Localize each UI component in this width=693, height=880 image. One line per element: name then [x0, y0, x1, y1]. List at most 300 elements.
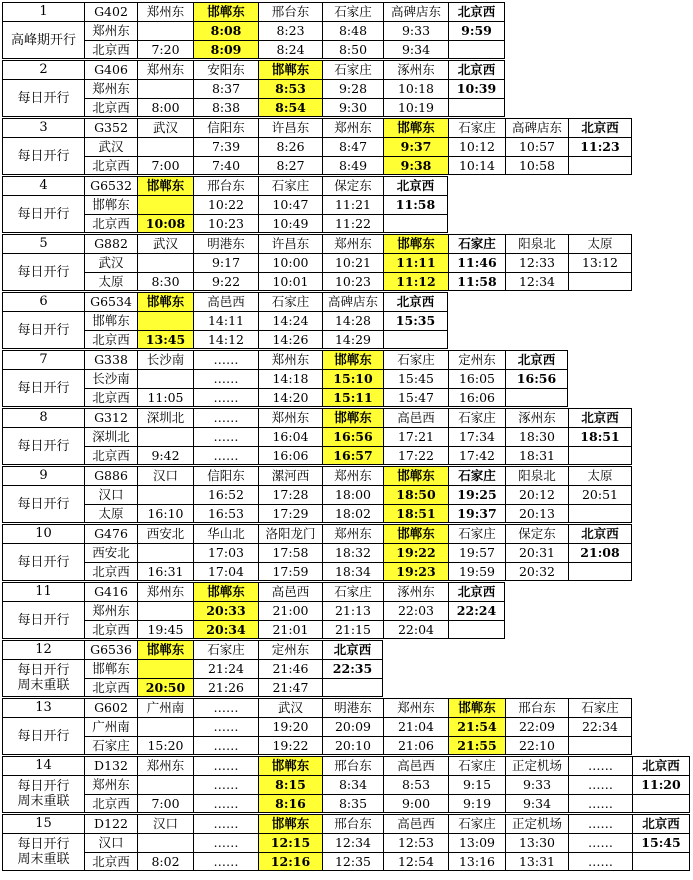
time-cell: ……	[193, 852, 258, 871]
time-cell: 9:22	[193, 272, 258, 291]
time-cell: 18:34	[322, 562, 383, 581]
time-cell: 8:00	[137, 98, 193, 117]
time-cell: 21:01	[258, 620, 322, 639]
time-cell	[322, 678, 383, 697]
time-cell: 22:10	[505, 736, 568, 755]
train-number: 14	[2, 756, 84, 775]
station-header: 明港东	[322, 698, 383, 717]
time-cell: 14:26	[258, 330, 322, 349]
time-cell: ……	[193, 427, 258, 446]
time-cell	[137, 137, 193, 156]
schedule-text: 每日开行	[17, 90, 70, 106]
time-cell: 7:00	[137, 794, 193, 813]
time-cell: 21:08	[568, 543, 632, 562]
time-cell: 13:09	[448, 833, 505, 852]
station-header: 高碑店东	[322, 292, 383, 311]
time-cell	[383, 330, 448, 349]
time-cell	[137, 485, 193, 504]
station-header: 邢台东	[505, 698, 568, 717]
time-cell: ……	[568, 794, 632, 813]
station-header: 邯郸东	[193, 2, 258, 21]
station-header: 邯郸东	[383, 118, 448, 137]
time-cell: 12:53	[383, 833, 448, 852]
time-cell: 19:25	[448, 485, 505, 504]
time-cell: 18:02	[322, 504, 383, 523]
time-cell: 8:26	[258, 137, 322, 156]
time-cell: 18:51	[383, 504, 448, 523]
time-cell: 7:20	[137, 40, 193, 59]
station-header: 涿州东	[505, 408, 568, 427]
time-cell: 11:46	[448, 253, 505, 272]
time-cell: 16:04	[258, 427, 322, 446]
time-cell: 8:50	[322, 40, 383, 59]
row-label: 郑州东	[84, 775, 137, 794]
time-cell: 21:54	[448, 717, 505, 736]
station-header: 阳泉北	[505, 466, 568, 485]
time-cell: 15:20	[137, 736, 193, 755]
time-cell: 15:47	[383, 388, 448, 407]
time-cell	[137, 369, 193, 388]
station-header: 郑州东	[137, 60, 193, 79]
time-cell: 13:30	[505, 833, 568, 852]
schedule-text: 每日开行	[17, 779, 70, 794]
time-cell: 11:58	[448, 272, 505, 291]
time-cell: 11:20	[632, 775, 690, 794]
time-cell: 22:34	[568, 717, 632, 736]
station-header: 邯郸东	[193, 582, 258, 601]
station-header: 郑州东	[322, 524, 383, 543]
schedule-note	[2, 427, 84, 465]
time-cell: 19:22	[383, 543, 448, 562]
time-cell: 17:59	[258, 562, 322, 581]
time-cell: 8:38	[193, 98, 258, 117]
time-cell	[137, 427, 193, 446]
station-header: 邯郸东	[383, 466, 448, 485]
train-block	[2, 118, 690, 174]
train-block	[2, 234, 690, 290]
time-cell: 21:46	[258, 659, 322, 678]
station-header: 郑州东	[383, 698, 448, 717]
train-code: G338	[84, 350, 137, 369]
train-block	[2, 698, 690, 754]
station-header: 石家庄	[448, 524, 505, 543]
schedule-text: 每日开行	[17, 380, 70, 396]
station-header: 北京西	[568, 408, 632, 427]
station-header: 深圳北	[137, 408, 193, 427]
station-header: 广州南	[137, 698, 193, 717]
time-cell	[568, 156, 632, 175]
station-header: 邯郸东	[322, 350, 383, 369]
station-header: 邯郸东	[258, 814, 322, 833]
station-header: ……	[193, 698, 258, 717]
time-cell: 8:09	[193, 40, 258, 59]
train-block	[2, 2, 690, 58]
station-header: ……	[193, 756, 258, 775]
time-cell: 12:34	[322, 833, 383, 852]
time-cell	[137, 21, 193, 40]
time-cell	[137, 79, 193, 98]
time-cell: ……	[193, 446, 258, 465]
time-cell: 11:22	[322, 214, 383, 233]
time-cell: 8:23	[258, 21, 322, 40]
time-cell: 20:31	[505, 543, 568, 562]
station-header: 西安北	[137, 524, 193, 543]
schedule-note	[2, 21, 84, 59]
row-label: 北京西	[84, 156, 137, 175]
time-cell	[568, 272, 632, 291]
time-cell: 22:09	[505, 717, 568, 736]
station-header: 石家庄	[322, 60, 383, 79]
station-header: 邯郸东	[137, 640, 193, 659]
station-header: 北京西	[322, 640, 383, 659]
station-header: 洛阳龙门	[258, 524, 322, 543]
station-header: 郑州东	[137, 582, 193, 601]
row-label: 广州南	[84, 717, 137, 736]
row-label: 郑州东	[84, 601, 137, 620]
station-header: 正定机场	[505, 756, 568, 775]
station-header: 郑州东	[258, 350, 322, 369]
train-block	[2, 640, 690, 696]
station-header: 信阳东	[193, 466, 258, 485]
station-header: 汉口	[137, 814, 193, 833]
time-cell	[505, 388, 568, 407]
train-timetable	[2, 2, 690, 872]
schedule-text: 周末重联	[17, 678, 70, 693]
time-cell: 9:30	[322, 98, 383, 117]
station-header: 郑州东	[137, 2, 193, 21]
time-cell: 10:00	[258, 253, 322, 272]
row-label: 邯郸东	[84, 659, 137, 678]
schedule-note	[2, 195, 84, 233]
time-cell	[568, 562, 632, 581]
station-header: 许昌东	[258, 118, 322, 137]
time-cell: 10:23	[322, 272, 383, 291]
row-label: 武汉	[84, 137, 137, 156]
station-header: 邯郸东	[258, 60, 322, 79]
time-cell: 21:06	[383, 736, 448, 755]
station-header: 石家庄	[258, 292, 322, 311]
row-label: 北京西	[84, 562, 137, 581]
train-code: G882	[84, 234, 137, 253]
time-cell: ……	[568, 833, 632, 852]
station-header: 邯郸东	[137, 176, 193, 195]
station-header: 邯郸东	[448, 698, 505, 717]
row-label: 汉口	[84, 833, 137, 852]
station-header: 保定东	[322, 176, 383, 195]
time-cell: 19:37	[448, 504, 505, 523]
train-code: G416	[84, 582, 137, 601]
train-code: G352	[84, 118, 137, 137]
station-header: 石家庄	[383, 350, 448, 369]
time-cell: 13:31	[505, 852, 568, 871]
schedule-text: 周末重联	[17, 794, 70, 809]
time-cell: 10:19	[383, 98, 448, 117]
time-cell: 9:00	[383, 794, 448, 813]
time-cell: 15:45	[632, 833, 690, 852]
time-cell	[632, 852, 690, 871]
train-block	[2, 176, 690, 232]
row-label: 北京西	[84, 620, 137, 639]
time-cell	[568, 504, 632, 523]
station-header: 郑州东	[322, 466, 383, 485]
time-cell: 17:34	[448, 427, 505, 446]
time-cell: 18:51	[568, 427, 632, 446]
station-header: 邢台东	[322, 814, 383, 833]
time-cell: 19:20	[258, 717, 322, 736]
train-code: G602	[84, 698, 137, 717]
time-cell: 11:23	[568, 137, 632, 156]
time-cell: 18:32	[322, 543, 383, 562]
time-cell: 17:03	[193, 543, 258, 562]
time-cell: ……	[193, 717, 258, 736]
station-header: 石家庄	[193, 640, 258, 659]
time-cell: 17:28	[258, 485, 322, 504]
station-header: 北京西	[383, 292, 448, 311]
train-number: 11	[2, 582, 84, 601]
time-cell: 14:29	[322, 330, 383, 349]
time-cell: 16:56	[505, 369, 568, 388]
train-number: 7	[2, 350, 84, 369]
station-header: 华山北	[193, 524, 258, 543]
train-code: G6532	[84, 176, 137, 195]
time-cell: 16:06	[448, 388, 505, 407]
station-header: 武汉	[258, 698, 322, 717]
time-cell: 8:08	[193, 21, 258, 40]
schedule-text: 每日开行	[17, 837, 70, 852]
train-number: 5	[2, 234, 84, 253]
time-cell: 17:29	[258, 504, 322, 523]
train-number: 10	[2, 524, 84, 543]
row-label: 邯郸东	[84, 311, 137, 330]
time-cell: 16:52	[193, 485, 258, 504]
station-header: 郑州东	[322, 118, 383, 137]
station-header: 高碑店东	[383, 2, 448, 21]
station-header: ……	[193, 408, 258, 427]
time-cell: 20:12	[505, 485, 568, 504]
row-label: 郑州东	[84, 21, 137, 40]
station-header: 石家庄	[448, 408, 505, 427]
row-label: 北京西	[84, 330, 137, 349]
time-cell: 10:23	[193, 214, 258, 233]
time-cell: 11:05	[137, 388, 193, 407]
schedule-text: 每日开行	[17, 322, 70, 338]
station-header: 郑州东	[258, 408, 322, 427]
time-cell: 16:06	[258, 446, 322, 465]
train-block	[2, 756, 690, 812]
schedule-text: 每日开行	[17, 438, 70, 454]
time-cell: 8:49	[322, 156, 383, 175]
time-cell: 20:33	[193, 601, 258, 620]
time-cell: 18:00	[322, 485, 383, 504]
time-cell: 10:39	[448, 79, 505, 98]
schedule-note	[2, 253, 84, 291]
station-header: 长沙南	[137, 350, 193, 369]
schedule-note	[2, 369, 84, 407]
time-cell	[568, 736, 632, 755]
train-number: 9	[2, 466, 84, 485]
train-code: G402	[84, 2, 137, 21]
time-cell: 9:19	[448, 794, 505, 813]
time-cell	[448, 98, 505, 117]
row-label: 深圳北	[84, 427, 137, 446]
time-cell: 20:10	[322, 736, 383, 755]
time-cell: 9:38	[383, 156, 448, 175]
time-cell: 8:48	[322, 21, 383, 40]
train-block	[2, 814, 690, 870]
row-label: 邯郸东	[84, 195, 137, 214]
time-cell: 15:11	[322, 388, 383, 407]
time-cell: 14:18	[258, 369, 322, 388]
time-cell: 14:28	[322, 311, 383, 330]
station-header: 邯郸东	[322, 408, 383, 427]
station-header: 邯郸东	[383, 234, 448, 253]
station-header: 石家庄	[448, 118, 505, 137]
time-cell: 12:15	[258, 833, 322, 852]
row-label: 北京西	[84, 852, 137, 871]
station-header: 许昌东	[258, 234, 322, 253]
train-block	[2, 466, 690, 522]
time-cell: 9:37	[383, 137, 448, 156]
row-label: 郑州东	[84, 79, 137, 98]
time-cell: 21:26	[193, 678, 258, 697]
train-number: 12	[2, 640, 84, 659]
time-cell: 9:42	[137, 446, 193, 465]
train-block	[2, 582, 690, 638]
station-header: 北京西	[568, 118, 632, 137]
station-header: 太原	[568, 234, 632, 253]
station-header: 高邑西	[258, 582, 322, 601]
row-label: 北京西	[84, 446, 137, 465]
station-header: 漯河西	[258, 466, 322, 485]
schedule-note	[2, 485, 84, 523]
time-cell: 20:32	[505, 562, 568, 581]
station-header: 阳泉北	[505, 234, 568, 253]
time-cell: 8:53	[258, 79, 322, 98]
train-code: G476	[84, 524, 137, 543]
station-header: 信阳东	[193, 118, 258, 137]
time-cell: 13:16	[448, 852, 505, 871]
schedule-text: 高峰期开行	[10, 32, 76, 48]
schedule-note	[2, 311, 84, 349]
train-code: G6536	[84, 640, 137, 659]
time-cell: 11:11	[383, 253, 448, 272]
time-cell: 16:56	[322, 427, 383, 446]
time-cell: 9:15	[448, 775, 505, 794]
train-number: 2	[2, 60, 84, 79]
schedule-note	[2, 659, 84, 697]
time-cell: 9:33	[505, 775, 568, 794]
time-cell: 7:39	[193, 137, 258, 156]
time-cell: ……	[193, 736, 258, 755]
schedule-note	[2, 833, 84, 871]
station-header: 高邑西	[383, 814, 448, 833]
station-header: 北京西	[383, 176, 448, 195]
station-header: 北京西	[448, 2, 505, 21]
schedule-text: 每日开行	[17, 264, 70, 280]
row-label: 汉口	[84, 485, 137, 504]
time-cell: 21:15	[322, 620, 383, 639]
station-header: 石家庄	[322, 2, 383, 21]
time-cell: 10:21	[322, 253, 383, 272]
time-cell: 9:17	[193, 253, 258, 272]
time-cell: 10:58	[505, 156, 568, 175]
station-header: 郑州东	[137, 756, 193, 775]
time-cell	[137, 601, 193, 620]
time-cell: ……	[193, 794, 258, 813]
time-cell: 20:34	[193, 620, 258, 639]
station-header: 邢台东	[258, 2, 322, 21]
time-cell: ……	[193, 833, 258, 852]
station-header: 保定东	[505, 524, 568, 543]
time-cell: 9:59	[448, 21, 505, 40]
station-header: 北京西	[448, 60, 505, 79]
time-cell: 7:00	[137, 156, 193, 175]
station-header: 石家庄	[448, 466, 505, 485]
time-cell: 9:34	[383, 40, 448, 59]
time-cell: 20:50	[137, 678, 193, 697]
station-header: 北京西	[632, 814, 690, 833]
station-header: 石家庄	[448, 234, 505, 253]
schedule-text: 每日开行	[17, 148, 70, 164]
time-cell: 10:08	[137, 214, 193, 233]
station-header: 石家庄	[448, 756, 505, 775]
schedule-note	[2, 717, 84, 755]
time-cell: 13:12	[568, 253, 632, 272]
time-cell: 10:47	[258, 195, 322, 214]
time-cell: 19:57	[448, 543, 505, 562]
time-cell: 8:16	[258, 794, 322, 813]
time-cell: 15:35	[383, 311, 448, 330]
station-header: 太原	[568, 466, 632, 485]
time-cell: 10:18	[383, 79, 448, 98]
station-header: 石家庄	[322, 582, 383, 601]
schedule-note	[2, 137, 84, 175]
time-cell: ……	[193, 369, 258, 388]
row-label: 北京西	[84, 678, 137, 697]
station-header: 定州东	[448, 350, 505, 369]
time-cell	[137, 311, 193, 330]
train-block	[2, 292, 690, 348]
station-header: 高邑西	[193, 292, 258, 311]
time-cell	[137, 543, 193, 562]
train-block	[2, 350, 690, 406]
schedule-note	[2, 543, 84, 581]
time-cell	[448, 40, 505, 59]
row-label: 长沙南	[84, 369, 137, 388]
station-header: 北京西	[568, 524, 632, 543]
station-header: 邯郸东	[258, 756, 322, 775]
row-label: 武汉	[84, 253, 137, 272]
train-number: 6	[2, 292, 84, 311]
schedule-text: 每日开行	[17, 728, 70, 744]
time-cell: 10:57	[505, 137, 568, 156]
time-cell: 19:59	[448, 562, 505, 581]
station-header: 涿州东	[383, 60, 448, 79]
time-cell: 22:04	[383, 620, 448, 639]
station-header: 石家庄	[448, 814, 505, 833]
time-cell: ……	[568, 775, 632, 794]
station-header: 明港东	[193, 234, 258, 253]
row-label: 北京西	[84, 794, 137, 813]
time-cell: 19:22	[258, 736, 322, 755]
time-cell: 21:24	[193, 659, 258, 678]
schedule-text: 周末重联	[17, 852, 70, 867]
station-header: 邢台东	[322, 756, 383, 775]
time-cell: 18:30	[505, 427, 568, 446]
time-cell: 12:33	[505, 253, 568, 272]
time-cell: 19:23	[383, 562, 448, 581]
time-cell: 20:09	[322, 717, 383, 736]
